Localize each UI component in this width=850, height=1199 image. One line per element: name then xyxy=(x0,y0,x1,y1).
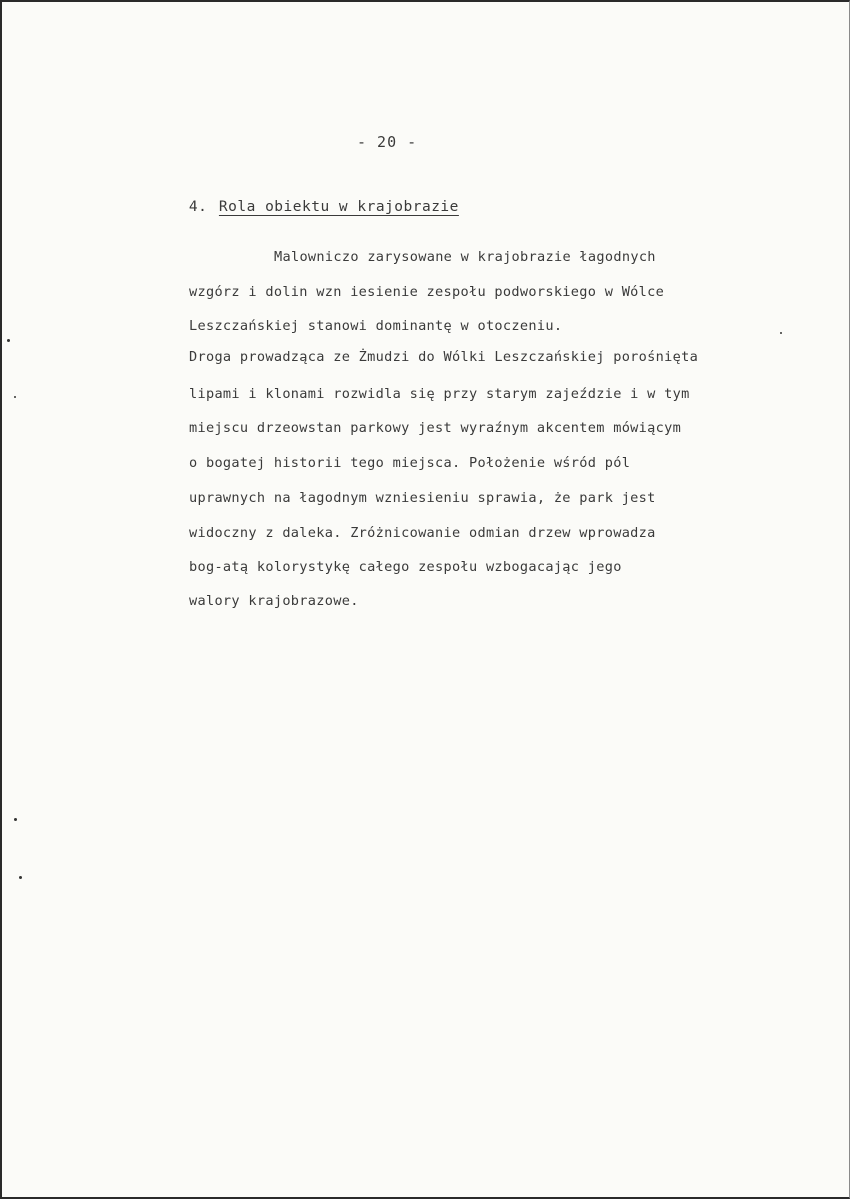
section-heading xyxy=(152,183,459,231)
paper-speck xyxy=(19,876,22,879)
paragraph-line-3: Leszczańskiej stanowi dominantę w otoczeniu. xyxy=(189,318,563,334)
paragraph-line-6: miejscu drzeowstan parkowy jest wyraźnym akcentem mówiącym xyxy=(189,420,682,436)
paragraph-line-4: Droga prowadząca ze Żmudzi do Wólki Leszczańskiej porośnięta xyxy=(189,349,699,365)
paragraph-line-1: Malowniczo zarysowane w krajobrazie łagodnych xyxy=(274,249,656,265)
paragraph-line-10: bog-atą kolorystykę całego zespołu wzbogacając jego xyxy=(189,559,622,575)
paper-speck xyxy=(14,396,16,398)
paragraph-line-11: walory krajobrazowe. xyxy=(189,593,359,609)
paragraph-line-2: wzgórz i dolin wzn iesienie zespołu podworskiego w Wólce xyxy=(189,284,665,300)
paragraph-line-8: uprawnych na łagodnym wzniesieniu sprawia, że park jest xyxy=(189,490,656,506)
paragraph-line-9: widoczny z daleka. Zróżnicowanie odmian drzew wprowadza xyxy=(189,525,656,541)
section-number: 4. xyxy=(188,199,208,215)
paper-speck xyxy=(780,332,782,334)
page-number: - 20 - xyxy=(357,133,418,151)
paper-speck xyxy=(7,339,10,342)
paragraph-line-7: o bogatej historii tego miejsca. Położenie wśród pól xyxy=(189,455,631,471)
paper-speck xyxy=(14,818,17,821)
paragraph-line-5: lipami i klonami rozwidla się przy starym zajeździe i w tym xyxy=(189,386,690,402)
section-title: Rola obiektu w krajobrazie xyxy=(218,199,459,215)
